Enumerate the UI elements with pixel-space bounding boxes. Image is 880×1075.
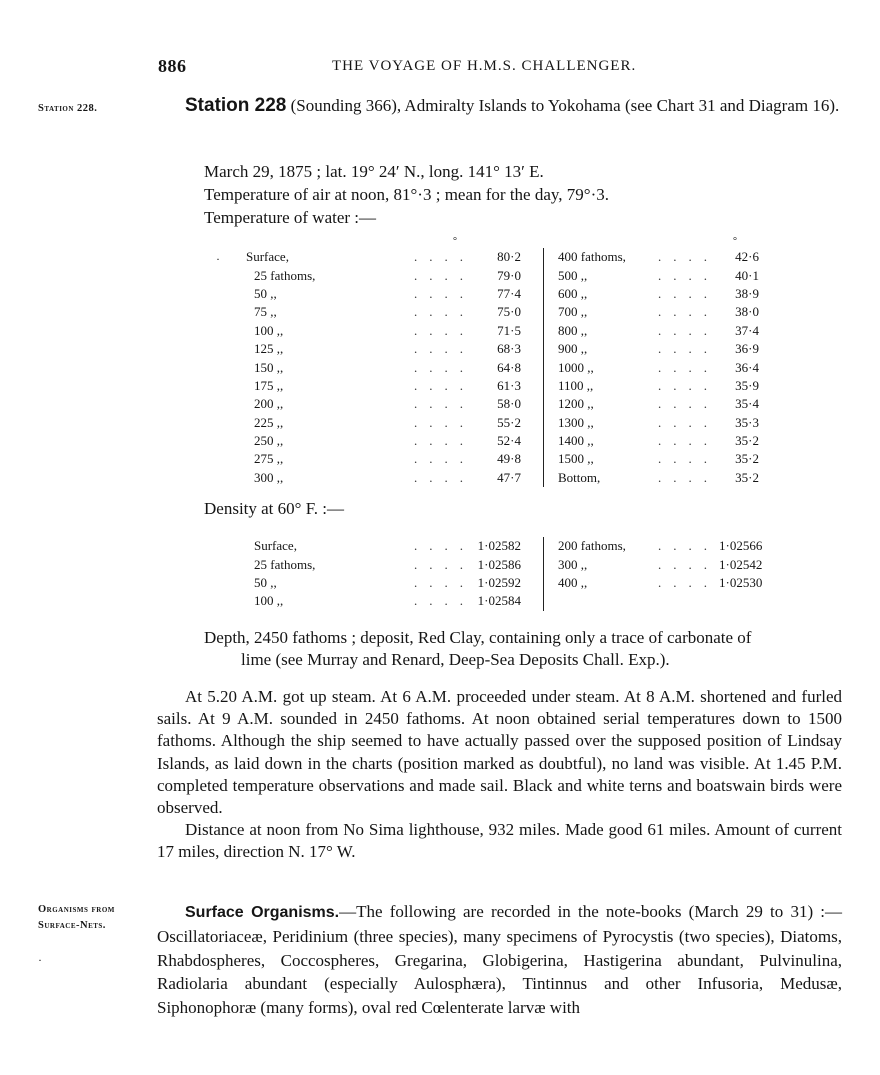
- running-title: THE VOYAGE OF H.M.S. CHALLENGER.: [332, 58, 637, 74]
- narrative-paragraph-1: At 5.20 A.M. got up steam. At 6 A.M. proceeded under steam. At 8 A.M. shortened and furled sails. At 9 A.M. sounded in 2450 fathoms. At noon obtained serial temperatures down to 1500 fathoms. Although the ship seemed to have actually passed over the supposed position of Lindsay Islands, as laid down in the charts (position marked as doubtful), no land was visible. At 1.45 P.M. completed temperature observations and made sail. Black and white terns and boatswain birds were observed.: [157, 687, 842, 818]
- water-temperature-depth-label: 175 ,,: [254, 377, 284, 393]
- water-temperature-depth-label: 75 ,,: [254, 304, 277, 320]
- water-temperature-depth-label: 1000 ,,: [544, 358, 659, 376]
- density-row: [246, 574, 762, 592]
- leader-dots: ....: [414, 341, 475, 357]
- water-temperature-depth-label: 25 fathoms,: [254, 267, 316, 283]
- water-temperature-value: 49·8: [497, 451, 521, 467]
- leader-dots: ....: [414, 574, 475, 590]
- water-temperature-depth-label: 100 ,,: [254, 322, 284, 338]
- running-head: [0, 56, 880, 82]
- water-temperature-value: 61·3: [497, 377, 521, 393]
- depth-line-1: Depth, 2450 fathoms ; deposit, Red Clay, containing only a trace of carbonate of: [204, 628, 752, 647]
- leader-dots: ....: [414, 285, 475, 301]
- density-depth-label: [544, 592, 659, 610]
- water-temperature-value: 58·0: [497, 396, 521, 412]
- water-temperature-value: 35·4: [735, 396, 759, 412]
- water-temperature-value: 38·0: [735, 304, 759, 320]
- leader-dots: ....: [658, 556, 719, 572]
- water-temperature-row: [246, 303, 759, 321]
- water-temperature-depth-label: 150 ,,: [254, 359, 284, 375]
- narrative: [157, 686, 842, 864]
- water-temperature-depth-label: 400 fathoms,: [544, 248, 659, 266]
- density-depth-label: 50 ,,: [254, 574, 277, 590]
- water-temperature-row: [246, 395, 759, 413]
- leader-dots: ....: [658, 396, 719, 412]
- density-value: [719, 592, 762, 610]
- leader-dots: ....: [658, 304, 719, 320]
- margin-note-station: Station 228.: [38, 103, 98, 114]
- density-value: 1·02530: [719, 574, 763, 590]
- date-position-line: March 29, 1875 ; lat. 19° 24′ N., long. 141° 13′ E.: [204, 162, 544, 181]
- water-temperature-row: [246, 340, 759, 358]
- water-temperature-row: [246, 266, 759, 284]
- density-value: 1·02584: [477, 593, 521, 609]
- leader-dots: ....: [414, 359, 475, 375]
- leader-dots: ....: [658, 538, 719, 554]
- station-meta: [204, 160, 844, 229]
- density-value: 1·02592: [477, 574, 521, 590]
- water-temperature-row: [246, 285, 759, 303]
- station-heading: Station 228: [185, 95, 287, 116]
- surface-organisms-heading: Surface Organisms.: [185, 904, 340, 921]
- water-temperature-row: [246, 432, 759, 450]
- leader-dots: ....: [658, 433, 719, 449]
- water-temperature-value: 47·7: [497, 469, 521, 485]
- leader-dots: ....: [658, 574, 719, 590]
- water-temperature-depth-label: 225 ,,: [254, 414, 284, 430]
- leader-dots: ....: [414, 451, 475, 467]
- density-table: [246, 537, 762, 611]
- station-heading-paragraph: [157, 94, 842, 118]
- density-value: 1·02542: [719, 556, 763, 572]
- water-temperature-row: [246, 377, 759, 395]
- leader-dots: ....: [658, 341, 719, 357]
- density-value: 1·02586: [477, 556, 521, 572]
- degree-mark-right: °: [733, 236, 737, 247]
- density-depth-label: 25 fathoms,: [254, 556, 316, 572]
- density-depth-label: 100 ,,: [254, 593, 284, 609]
- water-temperature-row: [246, 414, 759, 432]
- density-value: 1·02566: [719, 538, 763, 554]
- scan-mark: ·: [38, 953, 42, 967]
- leader-dots: ....: [658, 469, 719, 485]
- water-temperature-depth-label: 1500 ,,: [544, 450, 659, 468]
- water-temperature-value: 55·2: [497, 414, 521, 430]
- water-temperature-depth-label: 275 ,,: [254, 451, 284, 467]
- water-temperature-depth-label: 250 ,,: [254, 433, 284, 449]
- water-temperature-value: 35·2: [735, 451, 759, 467]
- water-temperature-label: Temperature of water :—: [204, 208, 377, 227]
- water-temperature-depth-label: 200 ,,: [254, 396, 284, 412]
- water-temperature-value: 64·8: [497, 359, 521, 375]
- density-depth-label: 300 ,,: [544, 555, 659, 573]
- density-depth-label: 200 fathoms,: [544, 537, 659, 555]
- leader-dots: ....: [414, 396, 475, 412]
- water-temperature-depth-label: 700 ,,: [544, 303, 659, 321]
- air-temperature-line: Temperature of air at noon, 81°·3 ; mean for the day, 79°·3.: [204, 185, 609, 204]
- leader-dots: ....: [414, 414, 475, 430]
- water-temperature-value: 68·3: [497, 341, 521, 357]
- water-temperature-depth-label: 1100 ,,: [544, 377, 659, 395]
- density-rows: [246, 537, 762, 611]
- water-temperature-depth-label: 600 ,,: [544, 285, 659, 303]
- water-temperature-depth-label: 800 ,,: [544, 322, 659, 340]
- water-temperature-row: [246, 248, 759, 266]
- leader-dots: ....: [414, 469, 475, 485]
- water-temperature-depth-label: 125 ,,: [254, 341, 284, 357]
- leader-dots: ....: [414, 304, 475, 320]
- water-temperature-value: 40·1: [735, 267, 759, 283]
- margin-note-organisms: [38, 902, 115, 934]
- page-number: 886: [158, 56, 187, 76]
- water-temperature-value: 77·4: [497, 285, 521, 301]
- water-temperature-depth-label: 300 ,,: [254, 469, 284, 485]
- leader-dots: ....: [414, 249, 475, 265]
- leader-dots: ....: [658, 249, 719, 265]
- density-value: 1·02582: [477, 538, 521, 554]
- depth-deposit: [204, 627, 844, 671]
- water-temperature-depth-label: 1200 ,,: [544, 395, 659, 413]
- water-temperature-depth-label: 1300 ,,: [544, 414, 659, 432]
- water-temperature-value: 35·3: [735, 414, 759, 430]
- station-heading-rest: (Sounding 366), Admiralty Islands to Yokohama (see Chart 31 and Diagram 16).: [286, 96, 840, 115]
- density-row: [246, 592, 762, 610]
- leader-dots: ....: [658, 285, 719, 301]
- leader-dots: ....: [658, 322, 719, 338]
- scan-mark: ·: [216, 252, 220, 266]
- water-temperature-value: 71·5: [497, 322, 521, 338]
- density-depth-label: 400 ,,: [544, 574, 659, 592]
- water-temperature-value: 52·4: [497, 433, 521, 449]
- leader-dots: ....: [658, 359, 719, 375]
- density-depth-label: Surface,: [254, 538, 297, 554]
- water-temperature-value: 35·2: [735, 433, 759, 449]
- margin-note-organisms-line2: Surface-Nets.: [38, 920, 106, 931]
- depth-line-2: lime (see Murray and Renard, Deep-Sea Deposits Chall. Exp.).: [241, 650, 670, 669]
- density-row: [246, 555, 762, 573]
- water-temperature-value: 80·2: [497, 249, 521, 265]
- water-temperature-value: 36·9: [735, 341, 759, 357]
- water-temperature-depth-label: Bottom,: [544, 469, 659, 487]
- surface-organisms-paragraph: [157, 900, 842, 1020]
- margin-note-organisms-line1: Organisms from: [38, 904, 115, 915]
- water-temperature-value: 79·0: [497, 267, 521, 283]
- leader-dots: ....: [414, 267, 475, 283]
- density-row: [246, 537, 762, 555]
- water-temperature-row: [246, 469, 759, 487]
- water-temperature-value: 75·0: [497, 304, 521, 320]
- water-temperature-depth-label: 500 ,,: [544, 266, 659, 284]
- leader-dots: ....: [414, 322, 475, 338]
- density-label: Density at 60° F. :—: [204, 499, 345, 518]
- water-temperature-rows: [246, 248, 759, 487]
- water-temperature-row: [246, 358, 759, 376]
- leader-dots: ....: [658, 377, 719, 393]
- water-temperature-value: 37·4: [735, 322, 759, 338]
- leader-dots: ....: [414, 538, 475, 554]
- leader-dots: [658, 592, 719, 610]
- water-temperature-depth-label: 900 ,,: [544, 340, 659, 358]
- leader-dots: ....: [414, 377, 475, 393]
- surface-organisms-text: —The following are recorded in the note-books (March 29 to 31) :—Oscillatoriaceæ, Peridinium (three species), many specimens of Pyrocystis (two species), Diatoms, Rhabdospheres, Coccospheres, Gregarina, Globigerina, Hastigerina abundant, Pulvinulina, Radiolaria abundant (especially Aulosphæra), Tintinnus and other Infusoria, Medusæ, Siphonophoræ (many forms), oval red Cœlenterate larvæ with: [157, 902, 843, 1018]
- leader-dots: ....: [658, 414, 719, 430]
- water-temperature-value: 35·2: [735, 469, 759, 485]
- water-temperature-depth-label: 1400 ,,: [544, 432, 659, 450]
- leader-dots: ....: [658, 267, 719, 283]
- water-temperature-value: 36·4: [735, 359, 759, 375]
- leader-dots: ....: [414, 593, 475, 609]
- water-temperature-table: [246, 248, 759, 487]
- leader-dots: ....: [414, 433, 475, 449]
- water-temperature-value: 38·9: [735, 285, 759, 301]
- water-temperature-row: [246, 450, 759, 468]
- water-temperature-depth-label: 50 ,,: [254, 285, 277, 301]
- water-temperature-row: [246, 322, 759, 340]
- leader-dots: ....: [658, 451, 719, 467]
- narrative-paragraph-2: Distance at noon from No Sima lighthouse, 932 miles. Made good 61 miles. Amount of current 17 miles, direction N. 17° W.: [157, 820, 842, 862]
- water-temperature-value: 42·6: [735, 249, 759, 265]
- water-temperature-depth-label: Surface,: [246, 249, 289, 265]
- degree-mark-left: °: [453, 236, 457, 247]
- water-temperature-value: 35·9: [735, 377, 759, 393]
- leader-dots: ....: [414, 556, 475, 572]
